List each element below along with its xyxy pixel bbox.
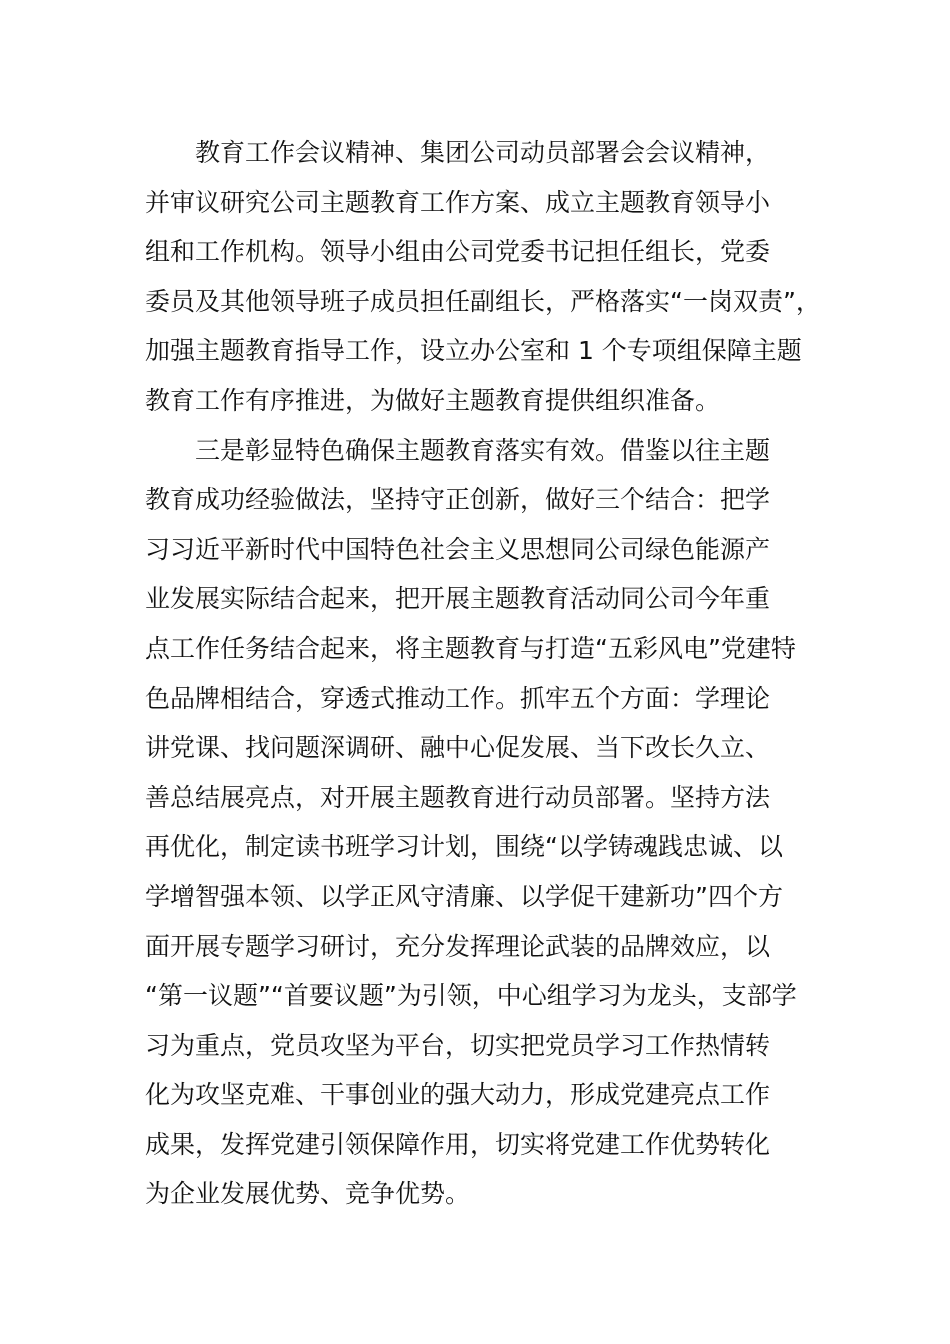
text-line: 点工作任务结合起来，将主题教育与打造“五彩风电”党建特 <box>145 633 796 663</box>
text-line: 三是彰显特色确保主题教育落实有效。借鉴以往主题 <box>195 435 771 465</box>
text-line: 面开展专题学习研讨，充分发挥理论武装的品牌效应，以 <box>145 931 771 961</box>
text-line: 学增智强本领、以学正风守清廉、以学促干建新功”四个方 <box>145 881 783 911</box>
text-line: 业发展实际结合起来，把开展主题教育活动同公司今年重 <box>145 584 771 614</box>
text-line: 加强主题教育指导工作，设立办公室和 1 个专项组保障主题 <box>145 336 802 366</box>
paragraph-2 <box>145 426 815 1220</box>
text-line: 化为攻坚克难、干事创业的强大动力，形成党建亮点工作 <box>145 1080 771 1110</box>
text-line: 善总结展亮点，对开展主题教育进行动员部署。坚持方法 <box>145 782 771 812</box>
text-line: 教育成功经验做法，坚持守正创新，做好三个结合：把学 <box>145 485 771 515</box>
text-line: 组和工作机构。领导小组由公司党委书记担任组长，党委 <box>145 237 771 267</box>
text-line: “第一议题”“首要议题”为引领，中心组学习为龙头，支部学 <box>145 981 797 1011</box>
paragraph-1 <box>145 128 821 426</box>
text-line: 成果，发挥党建引领保障作用，切实将党建工作优势转化 <box>145 1129 771 1159</box>
text-line: 为企业发展优势、竞争优势。 <box>145 1179 471 1209</box>
text-line: 习为重点，党员攻坚为平台，切实把党员学习工作热情转 <box>145 1030 771 1060</box>
text-line: 讲党课、找问题深调研、融中心促发展、当下改长久立、 <box>145 733 771 763</box>
text-line: 教育工作有序推进，为做好主题教育提供组织准备。 <box>145 385 721 415</box>
document-body <box>145 128 821 1219</box>
text-line: 再优化，制定读书班学习计划，围绕“以学铸魂践忠诚、以 <box>145 832 783 862</box>
text-line: 委员及其他领导班子成员担任副组长，严格落实“一岗双责”， <box>145 286 821 316</box>
text-line: 并审议研究公司主题教育工作方案、成立主题教育领导小 <box>145 187 771 217</box>
text-line: 色品牌相结合，穿透式推动工作。抓牢五个方面：学理论 <box>145 683 771 713</box>
text-line: 习习近平新时代中国特色社会主义思想同公司绿色能源产 <box>145 534 771 564</box>
text-line: 教育工作会议精神、集团公司动员部署会会议精神， <box>195 138 771 167</box>
